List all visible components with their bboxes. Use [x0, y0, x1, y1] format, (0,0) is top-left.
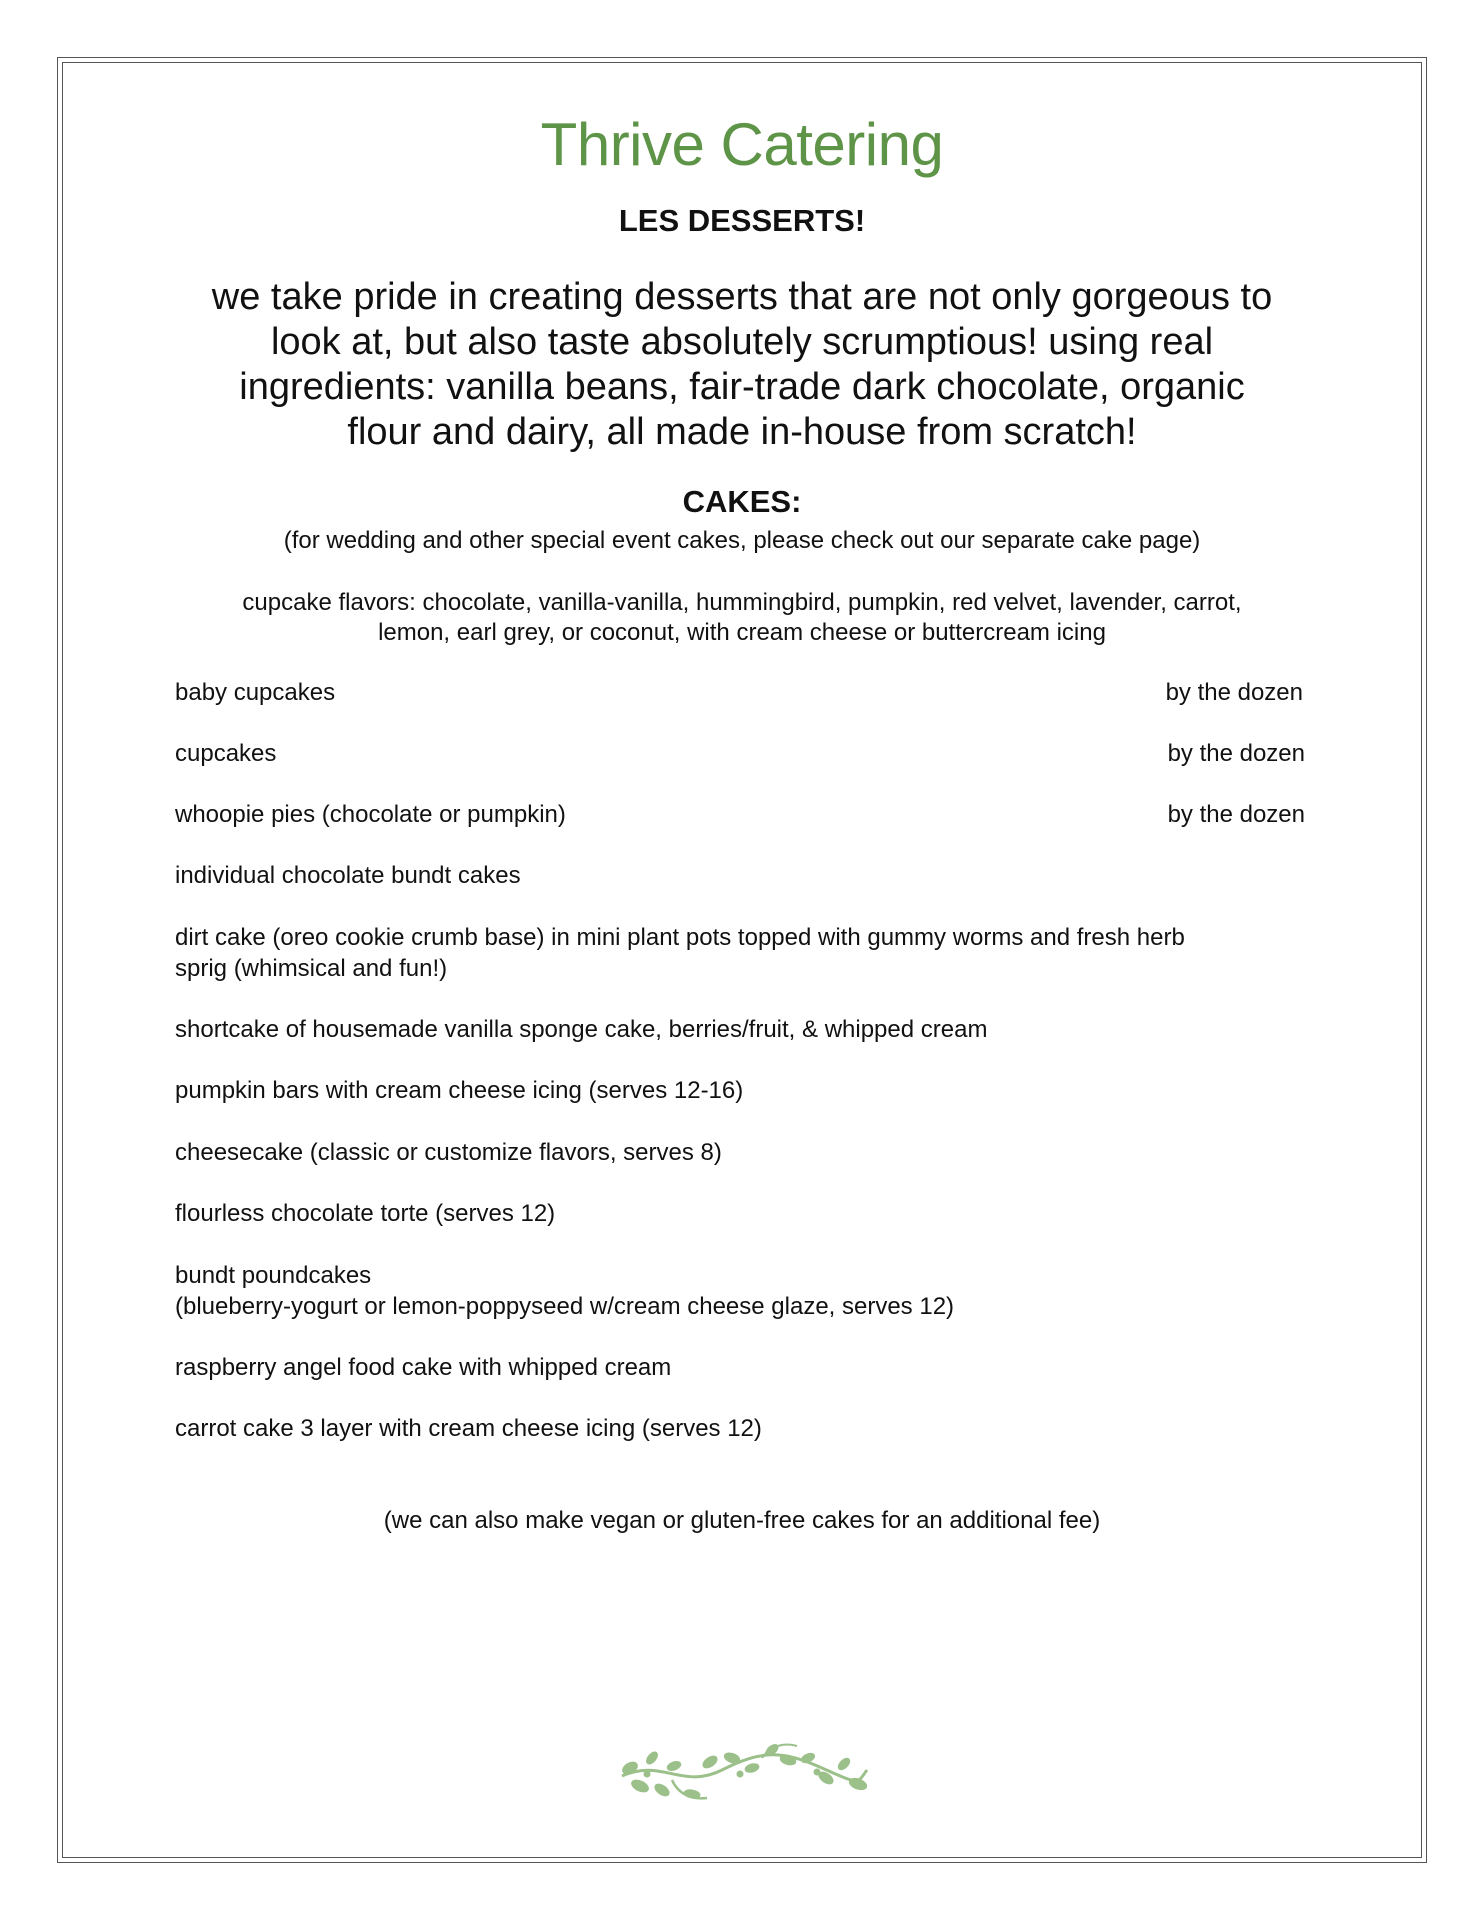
- menu-item: [175, 677, 1305, 708]
- menu-item: [175, 1075, 1305, 1106]
- menu-item: [175, 1198, 1305, 1229]
- menu-item: [175, 1137, 1305, 1168]
- flavors-line: cupcake flavors: chocolate, vanilla-vanilla, hummingbird, pumpkin, red velvet, lavender, carrot,: [242, 589, 1242, 616]
- section-note: (for wedding and other special event cakes, please check out our separate cake page): [283, 527, 1201, 554]
- section-title-cakes: CAKES:: [682, 484, 802, 519]
- menu-item-name: individual chocolate bundt cakes: [175, 862, 521, 889]
- menu-item: [175, 860, 1305, 891]
- intro-line: ingredients: vanilla beans, fair-trade dark chocolate, organic: [239, 366, 1245, 408]
- menu-item: [175, 799, 1305, 830]
- logo-text: Thrive Catering: [540, 111, 944, 178]
- menu-item-name: shortcake of housemade vanilla sponge cake, berries/fruit, & whipped cream: [175, 1016, 988, 1043]
- intro-line: look at, but also taste absolutely scrumptious! using real: [270, 321, 1214, 363]
- menu-item-name-continued: sprig (whimsical and fun!): [175, 955, 448, 982]
- menu-item: [175, 1014, 1305, 1045]
- cupcake-flavors: [150, 588, 1334, 648]
- menu-item: [175, 1352, 1305, 1383]
- menu-item-name: dirt cake (oreo cookie crumb base) in mini plant pots topped with gummy worms and fresh herb: [175, 924, 1185, 951]
- menu-item-name: bundt poundcakes: [175, 1262, 372, 1289]
- flavors-line: lemon, earl grey, or coconut, with cream cheese or buttercream icing: [378, 619, 1106, 646]
- menu-item-name: cheesecake (classic or customize flavors, serves 8): [175, 1139, 722, 1166]
- menu-item-name: whoopie pies (chocolate or pumpkin): [175, 801, 566, 828]
- page-heading: LES DESSERTS!: [618, 203, 866, 238]
- menu-item-name: flourless chocolate torte (serves 12): [175, 1200, 556, 1227]
- vine-ornament-icon: [612, 1728, 874, 1808]
- menu-item: [175, 922, 1305, 984]
- intro-paragraph: [170, 275, 1314, 455]
- menu-item-name: cupcakes: [175, 740, 277, 767]
- menu-item-unit: by the dozen: [1167, 801, 1305, 828]
- menu-item-name: carrot cake 3 layer with cream cheese icing (serves 12): [175, 1415, 762, 1442]
- menu-item-unit: by the dozen: [1165, 679, 1303, 706]
- menu-item: [175, 738, 1305, 769]
- menu-item: [175, 1260, 1305, 1322]
- menu-item-name: raspberry angel food cake with whipped cream: [175, 1354, 672, 1381]
- menu-item-name: pumpkin bars with cream cheese icing (serves 12-16): [175, 1077, 744, 1104]
- intro-line: flour and dairy, all made in-house from scratch!: [347, 411, 1137, 453]
- menu-item-unit: by the dozen: [1167, 740, 1305, 767]
- menu-item-name-continued: (blueberry-yogurt or lemon-poppyseed w/cream cheese glaze, serves 12): [175, 1293, 955, 1320]
- footer-note: (we can also make vegan or gluten-free cakes for an additional fee): [383, 1507, 1101, 1534]
- menu-item: [175, 1413, 1305, 1444]
- intro-line: we take pride in creating desserts that are not only gorgeous to: [211, 276, 1273, 318]
- menu-item-name: baby cupcakes: [175, 679, 336, 706]
